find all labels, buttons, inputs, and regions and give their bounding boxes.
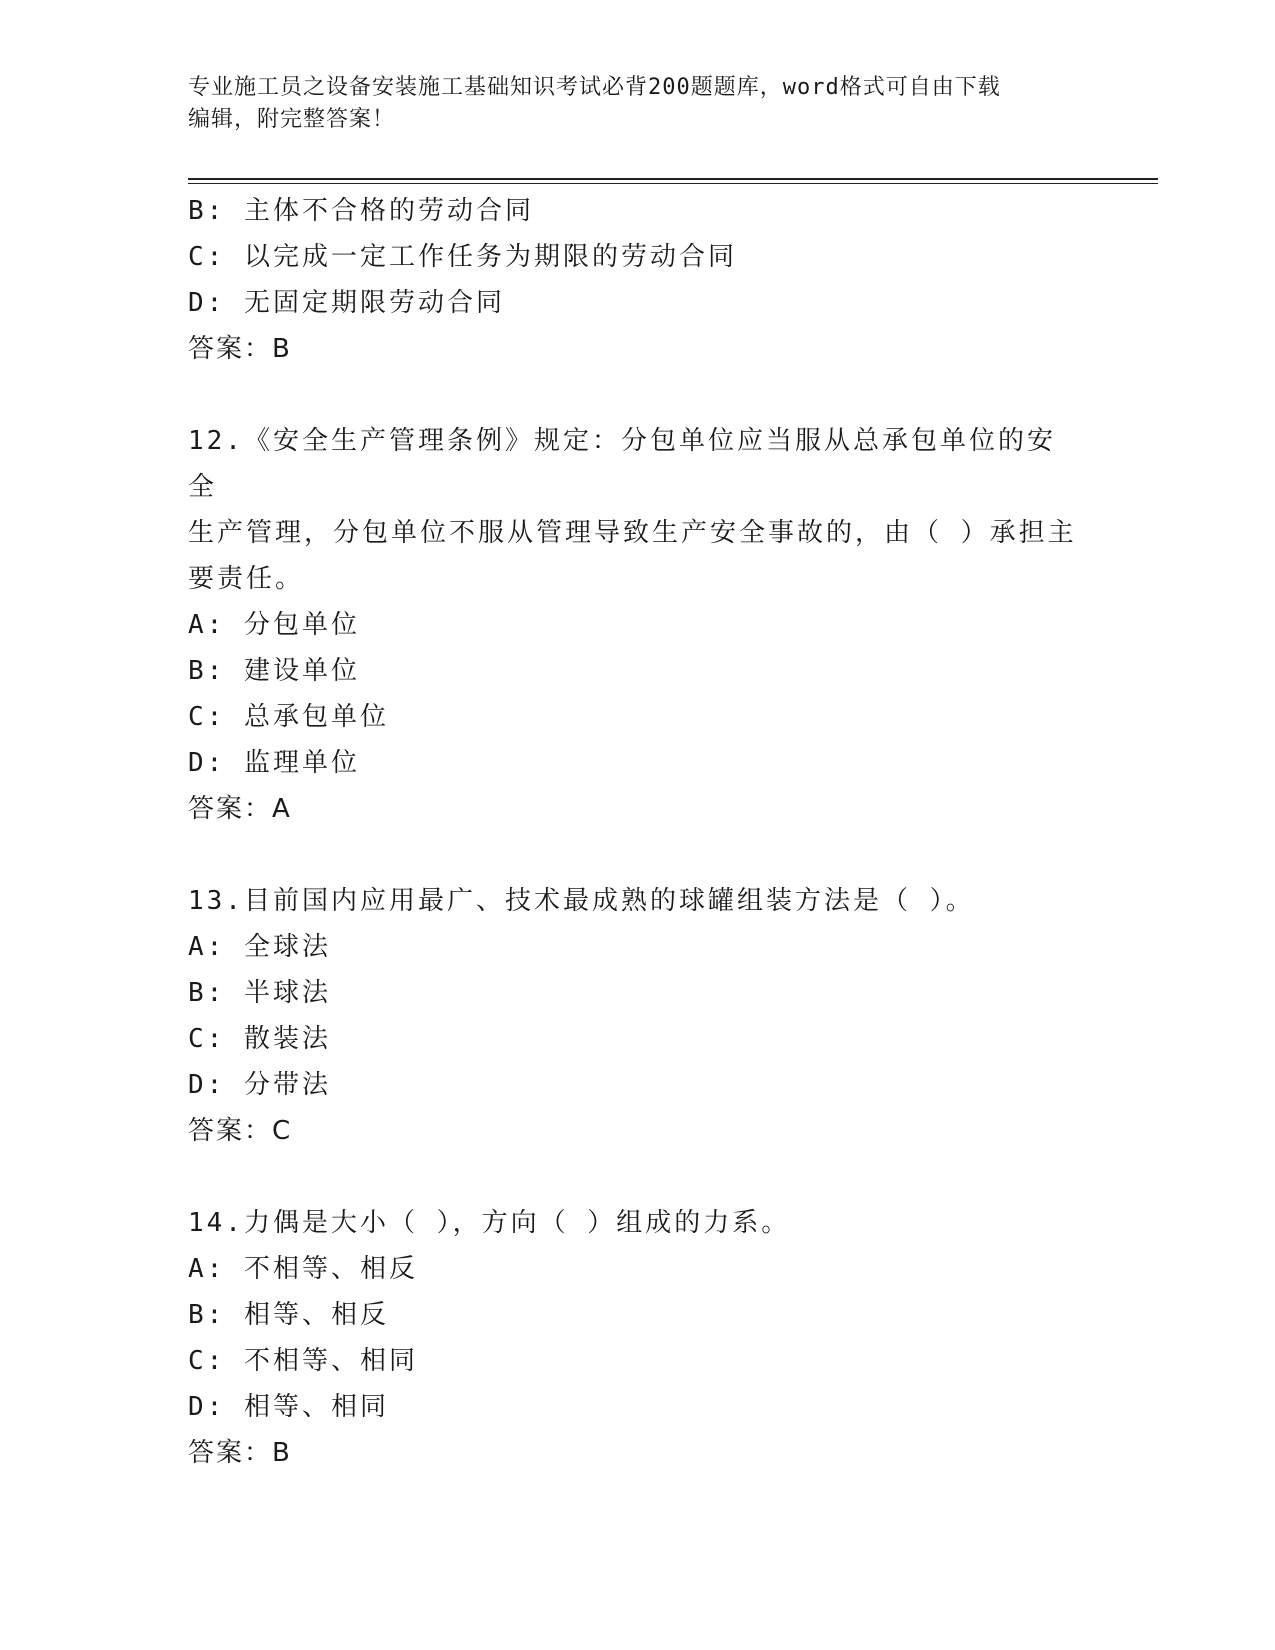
spacer	[188, 832, 1078, 878]
option-b: B: 建设单位	[188, 656, 360, 686]
question-text-line: 生产管理，分包单位不服从管理导致生产安全事故的，由（ ）承担主	[188, 518, 1077, 548]
header-divider-thin	[188, 183, 1158, 184]
question-12	[188, 418, 1078, 832]
option-a: A: 不相等、相反	[188, 1254, 418, 1284]
answer: 答案：A	[188, 794, 292, 824]
answer: 答案：B	[188, 1438, 292, 1468]
option-a: A: 分包单位	[188, 610, 360, 640]
spacer	[188, 372, 1078, 418]
option-d: D: 无固定期限劳动合同	[188, 288, 505, 318]
option-c: C: 总承包单位	[188, 702, 389, 732]
question-11-tail	[188, 188, 1078, 372]
option-c: C: 散装法	[188, 1024, 331, 1054]
answer: 答案：B	[188, 334, 292, 364]
header-divider-thick	[188, 178, 1158, 180]
option-b: B: 相等、相反	[188, 1300, 389, 1330]
question-list	[188, 188, 1078, 1476]
question-13	[188, 878, 1078, 1154]
option-d: D: 分带法	[188, 1070, 331, 1100]
option-c: C: 以完成一定工作任务为期限的劳动合同	[188, 242, 737, 272]
option-a: A: 全球法	[188, 932, 331, 962]
question-text-line: 要责任。	[188, 564, 305, 594]
answer: 答案：C	[188, 1116, 293, 1146]
spacer	[188, 1154, 1078, 1200]
question-text-line: 12.《安全生产管理条例》规定：分包单位应当服从总承包单位的安全	[188, 426, 1056, 502]
document-header	[188, 72, 1088, 136]
header-line-1: 专业施工员之设备安装施工基础知识考试必背200题题库，word格式可自由下载	[188, 75, 1001, 100]
option-b: B: 主体不合格的劳动合同	[188, 196, 534, 226]
header-line-2: 编辑，附完整答案！	[188, 107, 396, 132]
option-b: B: 半球法	[188, 978, 331, 1008]
option-d: D: 相等、相同	[188, 1392, 389, 1422]
question-text-line: 14.力偶是大小（ ），方向（ ）组成的力系。	[188, 1208, 791, 1238]
option-c: C: 不相等、相同	[188, 1346, 418, 1376]
question-text-line: 13.目前国内应用最广、技术最成熟的球罐组装方法是（ ）。	[188, 886, 975, 916]
option-d: D: 监理单位	[188, 748, 360, 778]
question-14	[188, 1200, 1078, 1476]
